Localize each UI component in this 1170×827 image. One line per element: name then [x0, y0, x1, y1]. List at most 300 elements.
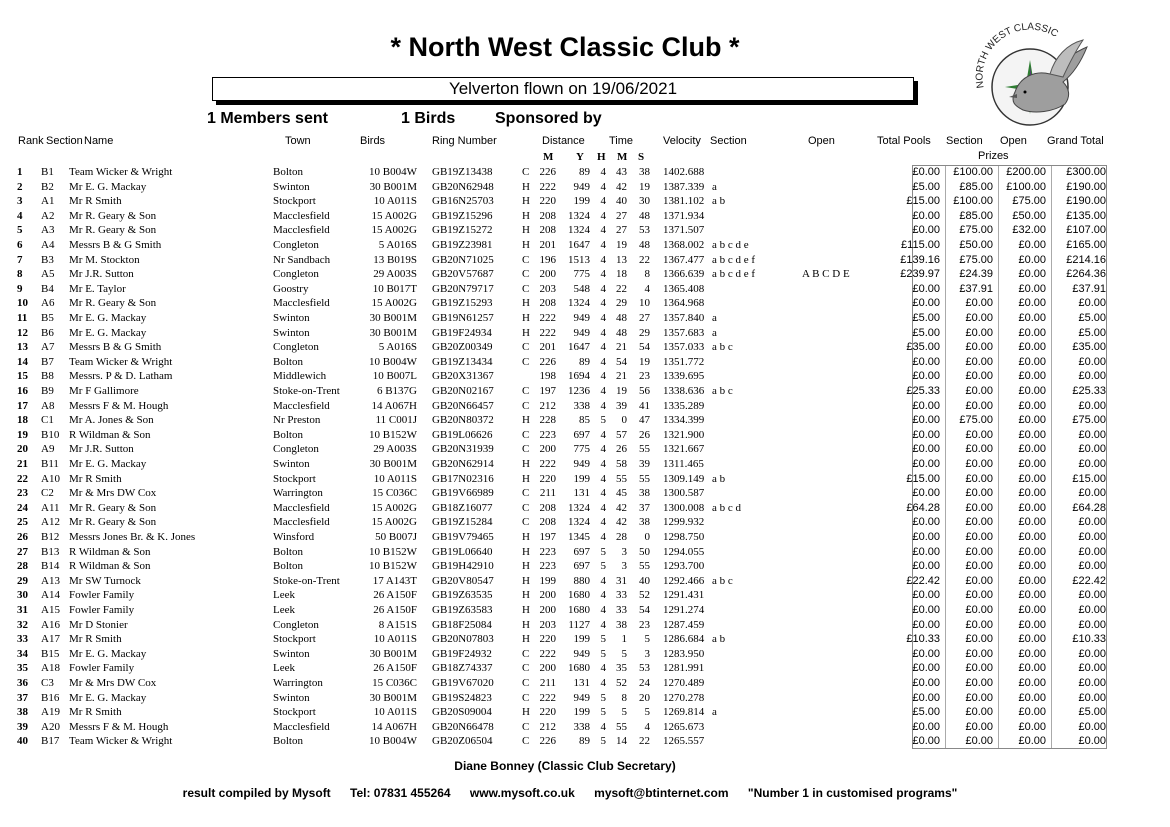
cell-type: H: [522, 633, 530, 646]
cell-type: C: [522, 487, 530, 500]
cell-ring: GB19L06626: [432, 428, 493, 441]
cell-yards: 131: [573, 487, 590, 500]
cell-miles: 223: [539, 560, 556, 573]
cell-velocity: 1364.968: [663, 297, 705, 310]
cell-section: B7: [41, 355, 54, 368]
cell-miles: 200: [539, 604, 556, 616]
cell-name: Mr R Smith: [69, 706, 122, 719]
cell-type: H: [522, 312, 530, 324]
cell-velocity: 1291.431: [663, 589, 705, 602]
cell-yards: 949: [573, 458, 590, 470]
cell-grand-total: £5.00: [1078, 312, 1106, 324]
cell-hours: 4: [600, 487, 606, 500]
cell-yards: 1345: [568, 531, 590, 543]
cell-seconds: 41: [639, 399, 650, 412]
cell-section-prize: £0.00: [965, 677, 993, 689]
website-link[interactable]: www.mysoft.co.uk: [469, 786, 575, 800]
cell-grand-total: £0.00: [1078, 487, 1106, 500]
cell-total-pools: £5.00: [912, 706, 940, 719]
cell-name: Mr R Smith: [69, 195, 122, 208]
cell-velocity: 1335.289: [663, 399, 705, 412]
cell-velocity: 1311.465: [663, 458, 704, 470]
cell-hours: 4: [600, 341, 606, 354]
cell-open-prize: £0.00: [1018, 282, 1046, 295]
cell-birds: 13 B019S: [373, 253, 417, 266]
cell-grand-total: £107.00: [1066, 224, 1106, 237]
cell-town: Congleton: [273, 618, 319, 631]
cell-seconds: 3: [644, 647, 650, 660]
cell-section: A17: [41, 633, 60, 646]
cell-ring: GB20N02167: [432, 385, 494, 397]
cell-ring: GB20V80547: [432, 574, 494, 587]
cell-rank: 33: [17, 633, 28, 646]
cell-town: Macclesfield: [273, 224, 330, 237]
cell-velocity: 1286.684: [663, 633, 705, 646]
cell-rank: 8: [17, 268, 23, 281]
cell-seconds: 48: [639, 239, 650, 251]
cell-yards: 338: [573, 399, 590, 412]
cell-rank: 22: [17, 472, 28, 485]
cell-open-prize: £0.00: [1018, 662, 1046, 675]
cell-type: C: [522, 647, 530, 660]
cell-open-pools: A B C D E: [802, 268, 850, 281]
cell-birds: 10 B004W: [369, 735, 417, 748]
cell-type: H: [522, 458, 530, 470]
table-row: [0, 734, 1170, 749]
cell-birds: 10 B004W: [369, 166, 417, 178]
cell-section-prize: £0.00: [965, 706, 993, 719]
cell-yards: 1324: [568, 209, 590, 222]
cell-miles: 197: [539, 385, 556, 397]
cell-velocity: 1283.950: [663, 647, 705, 660]
table-row: [0, 720, 1170, 735]
cell-birds: 10 B152W: [369, 428, 417, 441]
cell-name: Fowler Family: [69, 589, 135, 602]
cell-seconds: 23: [639, 618, 650, 631]
cell-rank: 34: [17, 647, 28, 660]
cell-type: C: [522, 428, 530, 441]
cell-birds: 30 B001M: [369, 312, 417, 324]
cell-open-prize: £0.00: [1018, 560, 1046, 573]
cell-rank: 7: [17, 253, 23, 266]
cell-grand-total: £0.00: [1078, 355, 1106, 368]
cell-rank: 27: [17, 545, 28, 558]
cell-section: A15: [41, 604, 60, 616]
cell-ring: GB16N25703: [432, 195, 494, 208]
cell-total-pools: £0.00: [912, 282, 940, 295]
cell-seconds: 8: [644, 268, 650, 281]
cell-total-pools: £0.00: [912, 720, 940, 733]
cell-type: H: [522, 531, 530, 543]
cell-yards: 1324: [568, 501, 590, 514]
table-row: [0, 282, 1170, 297]
cell-section-prize: £0.00: [965, 560, 993, 573]
cell-section: A6: [41, 297, 55, 310]
cell-miles: 200: [539, 589, 556, 602]
cell-hours: 4: [600, 399, 606, 412]
cell-velocity: 1321.667: [663, 443, 705, 456]
cell-velocity: 1357.840: [663, 312, 705, 324]
cell-name: Mr D Stonier: [69, 618, 128, 631]
cell-seconds: 50: [639, 545, 650, 558]
cell-rank: 40: [17, 735, 28, 748]
cell-name: Messrs B & G Smith: [69, 239, 162, 251]
table-row: [0, 428, 1170, 443]
cell-yards: 199: [573, 706, 590, 719]
cell-section: A5: [41, 268, 55, 281]
cell-seconds: 56: [639, 385, 650, 397]
cell-type: C: [522, 720, 530, 733]
cell-grand-total: £5.00: [1078, 706, 1106, 719]
cell-rank: 3: [17, 195, 23, 208]
cell-ring: GB19L06640: [432, 545, 493, 558]
cell-town: Congleton: [273, 341, 319, 354]
cell-miles: 223: [539, 428, 556, 441]
cell-total-pools: £0.00: [912, 297, 940, 310]
cell-yards: 1324: [568, 224, 590, 237]
cell-total-pools: £25.33: [906, 385, 940, 397]
cell-town: Leek: [273, 662, 295, 675]
cell-miles: 212: [539, 720, 556, 733]
cell-total-pools: £0.00: [912, 735, 940, 748]
cell-miles: 228: [539, 414, 556, 427]
cell-hours: 4: [600, 268, 606, 281]
cell-velocity: 1387.339: [663, 180, 705, 193]
cell-grand-total: £214.16: [1066, 253, 1106, 266]
cell-town: Macclesfield: [273, 720, 330, 733]
cell-name: Mr & Mrs DW Cox: [69, 677, 157, 689]
cell-miles: 212: [539, 399, 556, 412]
cell-type: C: [522, 735, 530, 748]
cell-hours: 4: [600, 180, 606, 193]
cell-open-prize: £0.00: [1018, 487, 1046, 500]
cell-velocity: 1338.636: [663, 385, 705, 397]
cell-miles: 208: [539, 516, 556, 529]
cell-name: Fowler Family: [69, 662, 135, 675]
table-row: [0, 574, 1170, 589]
cell-town: Stoke-on-Trent: [273, 385, 340, 397]
cell-birds: 10 B152W: [369, 560, 417, 573]
subheader-yards: Y: [576, 151, 584, 163]
cell-pools: a b c: [712, 385, 733, 397]
cell-town: Swinton: [273, 180, 310, 193]
cell-ring: GB20N80372: [432, 414, 494, 427]
cell-birds: 10 A011S: [373, 472, 417, 485]
cell-seconds: 10: [639, 297, 650, 310]
cell-section-prize: £0.00: [965, 472, 993, 485]
cell-open-prize: £0.00: [1018, 574, 1046, 587]
cell-ring: GB20S09004: [432, 706, 492, 719]
cell-birds: 10 B007L: [372, 370, 417, 383]
cell-miles: 226: [539, 355, 556, 368]
cell-yards: 89: [579, 355, 590, 368]
cell-open-prize: £0.00: [1018, 297, 1046, 310]
table-row: [0, 632, 1170, 647]
cell-grand-total: £0.00: [1078, 691, 1106, 704]
cell-town: Macclesfield: [273, 501, 330, 514]
cell-ring: GB19Z63583: [432, 604, 493, 616]
cell-rank: 32: [17, 618, 28, 631]
cell-seconds: 53: [639, 224, 650, 237]
cell-minutes: 33: [616, 604, 627, 616]
cell-rank: 21: [17, 458, 28, 470]
cell-velocity: 1293.700: [663, 560, 705, 573]
cell-rank: 12: [17, 326, 28, 339]
cell-name: Mr SW Turnock: [69, 574, 141, 587]
cell-name: Messrs Jones Br. & K. Jones: [69, 531, 196, 543]
cell-grand-total: £264.36: [1066, 268, 1106, 281]
cell-hours: 5: [600, 647, 606, 660]
cell-birds: 14 A067H: [371, 399, 417, 412]
cell-rank: 25: [17, 516, 28, 529]
cell-type: C: [522, 341, 530, 354]
cell-velocity: 1309.149: [663, 472, 705, 485]
cell-velocity: 1300.587: [663, 487, 705, 500]
cell-minutes: 58: [616, 458, 627, 470]
cell-grand-total: £0.00: [1078, 370, 1106, 383]
cell-yards: 949: [573, 326, 590, 339]
cell-name: Mr R Smith: [69, 633, 122, 646]
cell-hours: 4: [600, 312, 606, 324]
cell-section-prize: £85.00: [959, 180, 993, 193]
page-title: * North West Classic Club *: [390, 32, 740, 62]
cell-miles: 220: [539, 633, 556, 646]
cell-name: R Wildman & Son: [69, 560, 151, 573]
cell-ring: GB20Z06504: [432, 735, 493, 748]
cell-seconds: 20: [639, 691, 650, 704]
header-birds: Birds: [360, 135, 386, 147]
cell-total-pools: £0.00: [912, 414, 940, 427]
cell-hours: 4: [600, 326, 606, 339]
cell-velocity: 1366.639: [663, 268, 705, 281]
cell-open-prize: £0.00: [1018, 735, 1046, 748]
cell-grand-total: £0.00: [1078, 545, 1106, 558]
cell-yards: 548: [573, 282, 590, 295]
cell-rank: 18: [17, 414, 28, 427]
cell-yards: 1680: [568, 589, 590, 602]
cell-section-prize: £0.00: [965, 370, 993, 383]
cell-section: B9: [41, 385, 54, 397]
cell-velocity: 1294.055: [663, 545, 705, 558]
cell-hours: 5: [600, 545, 606, 558]
cell-town: Goostry: [273, 282, 309, 295]
cell-minutes: 21: [616, 370, 627, 383]
cell-miles: 220: [539, 195, 556, 208]
cell-town: Macclesfield: [273, 209, 330, 222]
email-link[interactable]: mysoft@btinternet.com: [594, 786, 729, 800]
cell-open-prize: £100.00: [1006, 180, 1046, 193]
cell-town: Swinton: [273, 458, 310, 470]
cell-seconds: 19: [639, 180, 650, 193]
cell-birds: 26 A150F: [373, 589, 417, 602]
cell-minutes: 27: [616, 224, 627, 237]
cell-total-pools: £0.00: [912, 589, 940, 602]
cell-section: A1: [41, 195, 55, 208]
cell-ring: GB19Z13434: [432, 355, 493, 368]
cell-minutes: 19: [616, 385, 627, 397]
cell-name: Mr E. G. Mackay: [69, 326, 147, 339]
cell-seconds: 37: [639, 501, 650, 514]
cell-town: Stockport: [273, 706, 316, 719]
cell-total-pools: £5.00: [912, 180, 940, 193]
cell-section-prize: £0.00: [965, 662, 993, 675]
cell-name: Mr R. Geary & Son: [69, 209, 157, 222]
cell-minutes: 13: [616, 253, 627, 266]
cell-minutes: 28: [616, 531, 627, 543]
cell-yards: 949: [573, 691, 590, 704]
table-row: [0, 530, 1170, 545]
cell-name: Mr J.R. Sutton: [69, 268, 134, 281]
cell-ring: GB17N02316: [432, 472, 494, 485]
cell-ring: GB20N31939: [432, 443, 494, 456]
cell-seconds: 38: [639, 487, 650, 500]
cell-total-pools: £0.00: [912, 487, 940, 500]
cell-open-prize: £75.00: [1012, 195, 1046, 208]
cell-yards: 199: [573, 472, 590, 485]
cell-open-prize: £0.00: [1018, 677, 1046, 689]
cell-section: A3: [41, 224, 55, 237]
cell-grand-total: £0.00: [1078, 735, 1106, 748]
cell-total-pools: £0.00: [912, 399, 940, 412]
cell-seconds: 38: [639, 516, 650, 529]
cell-yards: 949: [573, 312, 590, 324]
cell-section-prize: £0.00: [965, 633, 993, 646]
table-row: [0, 369, 1170, 384]
table-row: [0, 691, 1170, 706]
table-row: [0, 340, 1170, 355]
subheader-seconds: S: [638, 151, 645, 163]
cell-seconds: 4: [644, 282, 650, 295]
cell-town: Nr Sandbach: [273, 253, 331, 266]
cell-section-prize: £100.00: [953, 166, 993, 178]
cell-yards: 1513: [568, 253, 590, 266]
header-distance: Distance: [542, 135, 585, 147]
cell-open-prize: £0.00: [1018, 268, 1046, 281]
cell-name: Mr F Gallimore: [69, 385, 139, 397]
cell-grand-total: £0.00: [1078, 428, 1106, 441]
cell-section: B5: [41, 312, 54, 324]
cell-pools: a b c d: [712, 501, 742, 514]
cell-ring: GB20N71025: [432, 253, 494, 266]
cell-velocity: 1339.695: [663, 370, 705, 383]
cell-birds: 15 C036C: [372, 487, 417, 500]
cell-rank: 20: [17, 443, 28, 456]
cell-section-prize: £0.00: [965, 385, 993, 397]
cell-grand-total: £0.00: [1078, 458, 1106, 470]
cell-open-prize: £0.00: [1018, 385, 1046, 397]
cell-total-pools: £0.00: [912, 443, 940, 456]
cell-birds: 15 A002G: [371, 224, 417, 237]
cell-total-pools: £0.00: [912, 458, 940, 470]
cell-town: Warrington: [273, 487, 323, 500]
cell-type: C: [522, 677, 530, 689]
cell-minutes: 45: [616, 487, 627, 500]
cell-open-prize: £0.00: [1018, 326, 1046, 339]
birds-sent: 1 Birds: [401, 110, 456, 127]
cell-birds: 30 B001M: [369, 691, 417, 704]
cell-name: Team Wicker & Wright: [69, 735, 173, 748]
cell-open-prize: £32.00: [1012, 224, 1046, 237]
cell-town: Congleton: [273, 268, 319, 281]
cell-yards: 85: [579, 414, 590, 427]
cell-total-pools: £0.00: [912, 355, 940, 368]
cell-grand-total: £0.00: [1078, 443, 1106, 456]
cell-velocity: 1371.507: [663, 224, 705, 237]
cell-section: B11: [41, 458, 59, 470]
cell-section-prize: £0.00: [965, 428, 993, 441]
cell-velocity: 1371.934: [663, 209, 705, 222]
cell-name: Mr E. G. Mackay: [69, 458, 147, 470]
cell-miles: 220: [539, 472, 556, 485]
cell-total-pools: £0.00: [912, 647, 940, 660]
cell-minutes: 18: [616, 268, 627, 281]
cell-seconds: 5: [644, 706, 650, 719]
cell-yards: 1324: [568, 516, 590, 529]
cell-section-prize: £0.00: [965, 355, 993, 368]
cell-velocity: 1357.033: [663, 341, 705, 354]
cell-pools: a b c d e: [712, 239, 749, 251]
cell-section-prize: £0.00: [965, 647, 993, 660]
cell-minutes: 48: [616, 312, 627, 324]
cell-hours: 5: [600, 706, 606, 719]
cell-open-prize: £200.00: [1006, 166, 1046, 178]
cell-birds: 5 A016S: [378, 239, 417, 251]
cell-yards: 880: [573, 574, 590, 587]
cell-section: C1: [41, 414, 54, 427]
cell-pools: a b c d e f: [712, 253, 756, 266]
cell-birds: 11 C001J: [375, 414, 417, 427]
cell-hours: 4: [600, 677, 606, 689]
cell-ring: GB18Z16077: [432, 501, 493, 514]
cell-section: B8: [41, 370, 54, 383]
header-time: Time: [609, 135, 634, 147]
cell-name: Mr J.R. Sutton: [69, 443, 134, 456]
cell-minutes: 52: [616, 677, 627, 689]
cell-rank: 15: [17, 370, 28, 383]
cell-rank: 5: [17, 224, 23, 237]
cell-yards: 89: [579, 166, 590, 178]
cell-total-pools: £0.00: [912, 691, 940, 704]
cell-birds: 15 A002G: [371, 516, 417, 529]
cell-type: C: [522, 282, 530, 295]
cell-velocity: 1265.673: [663, 720, 705, 733]
cell-birds: 50 B007J: [375, 531, 417, 543]
cell-town: Swinton: [273, 647, 310, 660]
cell-miles: 208: [539, 209, 556, 222]
table-row: [0, 442, 1170, 457]
cell-type: H: [522, 195, 530, 208]
cell-birds: 10 A011S: [373, 195, 417, 208]
cell-hours: 4: [600, 355, 606, 368]
cell-seconds: 54: [639, 341, 650, 354]
cell-velocity: 1270.489: [663, 677, 705, 689]
table-row: [0, 384, 1170, 399]
cell-minutes: 57: [616, 428, 627, 441]
table-row: [0, 311, 1170, 326]
cell-section-prize: £0.00: [965, 516, 993, 529]
cell-rank: 6: [17, 239, 23, 251]
cell-total-pools: £0.00: [912, 370, 940, 383]
cell-grand-total: £135.00: [1066, 209, 1106, 222]
cell-birds: 10 B017T: [372, 282, 417, 295]
cell-miles: 199: [539, 574, 556, 587]
cell-ring: GB19V67020: [432, 677, 494, 689]
cell-miles: 226: [539, 166, 556, 178]
cell-birds: 26 A150F: [373, 604, 417, 616]
cell-miles: 198: [539, 370, 556, 383]
table-row: [0, 588, 1170, 603]
cell-birds: 15 C036C: [372, 677, 417, 689]
